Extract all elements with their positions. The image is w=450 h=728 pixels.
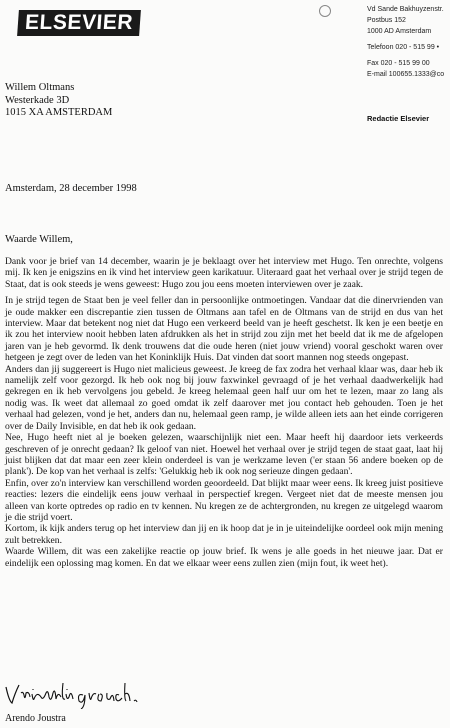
paragraph: Waarde Willem, dit was een zakelijke reactie op jouw brief. Ik wens je alle goeds in het nieuwe jaar. Dat er eindelijk een oplossing mag komen. En dat we elkaar weer eens zullen zien (mijn fout, ik weet het). — [5, 546, 443, 569]
paragraph: Dank voor je brief van 14 december, waarin je je beklaagt over het interview met Hugo. Ten onrechte, volgens mij. Ik ken je enigszins en ik vind het interview geen karikatuur. Uiteraard gaat het verhaal over je strijd tegen de Staat, dat is ook steeds je wens geweest: Hugo zou jou eens moeten interviewen over je zaak. — [5, 256, 443, 290]
letterhead-address — [367, 4, 444, 80]
elsevier-logo: ELSEVIER — [17, 10, 141, 36]
recipient-street: Westerkade 3D — [5, 94, 70, 106]
recipient-name: Willem Oltmans — [5, 82, 75, 93]
address-line: Vd Sande Bakhuyzenstr. — [367, 6, 444, 13]
punch-hole — [319, 5, 331, 17]
email-address: E-mail 100655.1333@co — [367, 71, 445, 78]
fax-number: Fax 020 - 515 99 00 — [367, 60, 430, 67]
recipient-city: 1015 XA AMSTERDAM — [5, 107, 113, 118]
handwritten-closing — [3, 679, 163, 709]
address-line: 1000 AD Amsterdam — [367, 28, 432, 35]
paragraph: Anders dan jij suggereert is Hugo niet malicieus geweest. Je kreeg de fax zodra het verhaal klaar was, daar heb ik namelijk zelf voor gezorgd. Ik heb ook nog bij jouw faxwinkel gevraagd of je het verhaal daadwerkelijk had gekregen en ik heb vervolgens jou gebeld. Je kreeg helemaal geen half uur om het te lezen, maar zo lang als nodig was. Ik weet dat allemaal zo goed omdat ik zelf daarover met jou contact heb gehouden. Toen je het verhaal had gelezen, vond je het, anders dan nu, helemaal geen ramp, je wilde alleen iets aan het einde corrigeren over de Daily Invisible, en dat heb ik ook gedaan. — [5, 363, 443, 432]
letter-date: Amsterdam, 28 december 1998 — [5, 183, 137, 194]
salutation: Waarde Willem, — [5, 234, 73, 245]
letter-body — [5, 256, 443, 569]
address-line: Postbus 152 — [367, 17, 406, 24]
signer-name: Arendo Joustra — [5, 713, 66, 724]
paragraph: In je strijd tegen de Staat ben je veel feller dan in persoonlijke ontmoetingen. Vandaar dat die dinervrienden van je oude makker een discrepantie zien tussen de Oltmans aan tafel en de Oltmans van de strijd en dus van het interview. Maar dat betekent nog niet dat Hugo een verkeerd beeld van je heeft geschetst. Ik ken je een beetje en ik zou het interview nooit hebben laten afdrukken als het in strijd zou zijn met het beeld dat ik me de afgelopen jaren van je heb gevormd. Ik denk trouwens dat die oude heren (niet jouw vriend) vooral geschokt waren over hetgeen je zegt over de leden van het Koninklijk Huis. Dat vinden dat soort mannen nog steeds ongepast. — [5, 295, 443, 364]
phone-number: Telefoon 020 - 515 99 • — [367, 44, 440, 51]
recipient-address — [5, 82, 112, 120]
paragraph: Kortom, ik kijk anders terug op het interview dan jij en ik hoop dat je in je uiteindelijke oordeel ook mijn mening zult betrekken. — [5, 523, 443, 546]
paragraph: Enfin, over zo'n interview kan verschillend worden geoordeeld. Dat blijkt maar weer eens. Ik kreeg juist positieve reacties: lezers die eindelijk eens jouw verhaal in perspectief kregen. Vergeet niet dat de meeste mensen jou alleen van korte optredes op radio en tv kennen. Nu kregen ze de achtergronden, nu kregen ze uitgelegd waarom je die strijd voert. — [5, 477, 443, 523]
department-name: Redactie Elsevier — [367, 114, 430, 123]
paragraph: Nee, Hugo heeft niet al je boeken gelezen, waarschijnlijk niet een. Maar heeft hij daardoor iets verkeerds geschreven of je onrecht gedaan? Ik geloof van niet. Hoewel het verhaal over je strijd tegen de staat gaat, laat hij juist blijken dat dat maar een zeer klein onderdeel is van je werkzame leven ('er staan 56 andere boeken op de plank'). De kop van het verhaal is zelfs: 'Gelukkig heb ik ook nog serieuze dingen gedaan'. — [5, 432, 443, 478]
